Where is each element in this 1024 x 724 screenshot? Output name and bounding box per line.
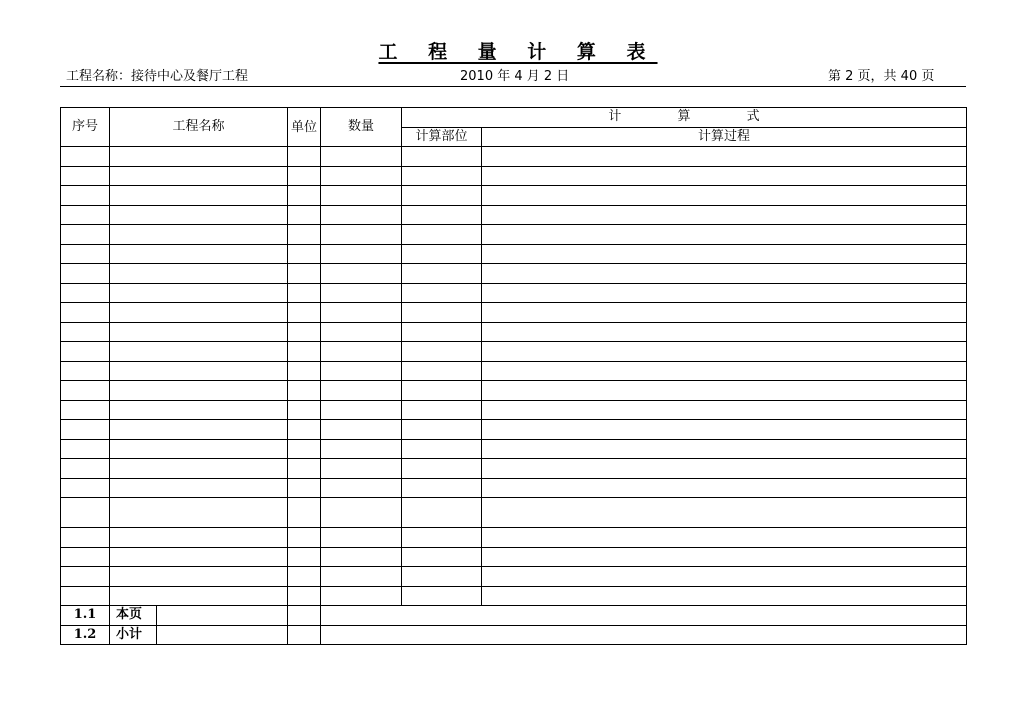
name-cell	[110, 400, 288, 420]
unit-cell	[288, 225, 321, 245]
part-cell	[402, 147, 482, 167]
process-cell	[482, 498, 967, 528]
table-row	[61, 166, 967, 186]
table-row	[61, 420, 967, 440]
table-row	[61, 147, 967, 167]
part-cell	[402, 439, 482, 459]
unit-cell	[288, 439, 321, 459]
unit-cell	[288, 283, 321, 303]
part-cell	[402, 283, 482, 303]
unit-cell	[288, 586, 321, 606]
table-row	[61, 342, 967, 362]
name-cell	[110, 361, 288, 381]
process-cell	[482, 205, 967, 225]
header-unit: 单位	[288, 108, 321, 147]
seq-cell	[61, 322, 110, 342]
quantity-cell	[321, 459, 402, 479]
footer-seq: 1.1	[61, 606, 110, 626]
unit-cell	[288, 478, 321, 498]
process-cell	[482, 420, 967, 440]
process-cell	[482, 567, 967, 587]
unit-cell	[288, 381, 321, 401]
quantity-cell	[321, 342, 402, 362]
process-cell	[482, 361, 967, 381]
part-cell	[402, 420, 482, 440]
table-row	[61, 264, 967, 284]
name-cell	[110, 147, 288, 167]
name-cell	[110, 528, 288, 548]
quantity-cell	[321, 528, 402, 548]
process-cell	[482, 244, 967, 264]
quantity-cell	[321, 322, 402, 342]
seq-cell	[61, 264, 110, 284]
name-cell	[110, 322, 288, 342]
part-cell	[402, 498, 482, 528]
part-cell	[402, 381, 482, 401]
table-row	[61, 205, 967, 225]
name-cell	[110, 381, 288, 401]
part-cell	[402, 586, 482, 606]
seq-cell	[61, 400, 110, 420]
table-row	[61, 498, 967, 528]
quantity-cell	[321, 186, 402, 206]
seq-cell	[61, 244, 110, 264]
process-cell	[482, 322, 967, 342]
table-row	[61, 586, 967, 606]
quantity-cell	[321, 478, 402, 498]
table-row	[61, 186, 967, 206]
process-cell	[482, 400, 967, 420]
unit-cell	[288, 547, 321, 567]
process-cell	[482, 166, 967, 186]
quantity-cell	[321, 420, 402, 440]
quantity-cell	[321, 567, 402, 587]
header-row-1	[61, 108, 967, 128]
seq-cell	[61, 381, 110, 401]
name-cell	[110, 498, 288, 528]
header-name: 工程名称	[110, 108, 288, 147]
header-formula: 计 算 式	[402, 108, 967, 128]
unit-cell	[288, 361, 321, 381]
part-cell	[402, 205, 482, 225]
part-cell	[402, 186, 482, 206]
seq-cell	[61, 147, 110, 167]
process-cell	[482, 283, 967, 303]
part-cell	[402, 478, 482, 498]
seq-cell	[61, 498, 110, 528]
seq-cell	[61, 567, 110, 587]
process-cell	[482, 586, 967, 606]
table-row	[61, 567, 967, 587]
footer-name-cell	[157, 606, 288, 626]
quantity-cell	[321, 166, 402, 186]
seq-cell	[61, 303, 110, 323]
quantity-cell	[321, 586, 402, 606]
unit-cell	[288, 205, 321, 225]
name-cell	[110, 547, 288, 567]
name-cell	[110, 459, 288, 479]
seq-cell	[61, 420, 110, 440]
footer-row	[61, 606, 967, 626]
seq-cell	[61, 478, 110, 498]
process-cell	[482, 439, 967, 459]
name-cell	[110, 586, 288, 606]
table-row	[61, 478, 967, 498]
name-cell	[110, 303, 288, 323]
name-cell	[110, 567, 288, 587]
process-cell	[482, 147, 967, 167]
unit-cell	[288, 186, 321, 206]
unit-cell	[288, 244, 321, 264]
part-cell	[402, 264, 482, 284]
quantity-cell	[321, 361, 402, 381]
quantity-cell	[321, 283, 402, 303]
process-cell	[482, 264, 967, 284]
quantity-cell	[321, 400, 402, 420]
table-row	[61, 322, 967, 342]
table-row	[61, 381, 967, 401]
part-cell	[402, 303, 482, 323]
project-name: 工程名称：接待中心及餐厅工程	[66, 69, 249, 84]
footer-row	[61, 625, 967, 645]
seq-cell	[61, 586, 110, 606]
part-cell	[402, 361, 482, 381]
unit-cell	[288, 567, 321, 587]
footer-unit-cell	[288, 625, 321, 645]
table-row	[61, 303, 967, 323]
unit-cell	[288, 459, 321, 479]
unit-cell	[288, 303, 321, 323]
process-cell	[482, 547, 967, 567]
seq-cell	[61, 342, 110, 362]
quantity-cell	[321, 264, 402, 284]
footer-label: 小计	[110, 625, 157, 645]
table-row	[61, 439, 967, 459]
seq-cell	[61, 528, 110, 548]
quantity-cell	[321, 439, 402, 459]
footer-formula-cell	[321, 606, 967, 626]
quantity-cell	[321, 381, 402, 401]
seq-cell	[61, 459, 110, 479]
seq-cell	[61, 361, 110, 381]
header-process: 计算过程	[482, 127, 967, 147]
table-row	[61, 459, 967, 479]
name-cell	[110, 186, 288, 206]
table-row	[61, 244, 967, 264]
footer-unit-cell	[288, 606, 321, 626]
process-cell	[482, 342, 967, 362]
header-part: 计算部位	[402, 127, 482, 147]
name-cell	[110, 166, 288, 186]
part-cell	[402, 166, 482, 186]
seq-cell	[61, 547, 110, 567]
process-cell	[482, 186, 967, 206]
process-cell	[482, 478, 967, 498]
process-cell	[482, 225, 967, 245]
seq-cell	[61, 439, 110, 459]
part-cell	[402, 528, 482, 548]
table-row	[61, 283, 967, 303]
process-cell	[482, 381, 967, 401]
quantity-cell	[321, 147, 402, 167]
quantity-cell	[321, 303, 402, 323]
part-cell	[402, 567, 482, 587]
footer-label: 本页	[110, 606, 157, 626]
table-row	[61, 225, 967, 245]
seq-cell	[61, 225, 110, 245]
table-row	[61, 528, 967, 548]
unit-cell	[288, 147, 321, 167]
footer-seq: 1.2	[61, 625, 110, 645]
name-cell	[110, 420, 288, 440]
unit-cell	[288, 342, 321, 362]
name-cell	[110, 244, 288, 264]
part-cell	[402, 400, 482, 420]
unit-cell	[288, 400, 321, 420]
name-cell	[110, 342, 288, 362]
part-cell	[402, 322, 482, 342]
part-cell	[402, 342, 482, 362]
seq-cell	[61, 283, 110, 303]
process-cell	[482, 459, 967, 479]
seq-cell	[61, 205, 110, 225]
quantity-cell	[321, 244, 402, 264]
quantity-cell	[321, 547, 402, 567]
document-date: 2010 年 4 月 2 日	[460, 69, 570, 84]
unit-cell	[288, 322, 321, 342]
part-cell	[402, 547, 482, 567]
part-cell	[402, 225, 482, 245]
seq-cell	[61, 166, 110, 186]
page-info: 第 2 页，共 40 页	[828, 69, 935, 84]
process-cell	[482, 303, 967, 323]
unit-cell	[288, 528, 321, 548]
part-cell	[402, 244, 482, 264]
quantity-cell	[321, 225, 402, 245]
seq-cell	[61, 186, 110, 206]
unit-cell	[288, 498, 321, 528]
table-row	[61, 400, 967, 420]
footer-formula-cell	[321, 625, 967, 645]
name-cell	[110, 225, 288, 245]
header-rule	[60, 86, 966, 87]
table-row	[61, 361, 967, 381]
document-title: 工 程 量 计 算 表	[378, 41, 658, 63]
name-cell	[110, 283, 288, 303]
name-cell	[110, 264, 288, 284]
name-cell	[110, 205, 288, 225]
name-cell	[110, 478, 288, 498]
header-seq: 序号	[61, 108, 110, 147]
header-quantity: 数量	[321, 108, 402, 147]
process-cell	[482, 528, 967, 548]
quantity-calculation-table	[60, 107, 967, 645]
quantity-cell	[321, 498, 402, 528]
quantity-cell	[321, 205, 402, 225]
table-row	[61, 547, 967, 567]
name-cell	[110, 439, 288, 459]
unit-cell	[288, 264, 321, 284]
unit-cell	[288, 420, 321, 440]
part-cell	[402, 459, 482, 479]
unit-cell	[288, 166, 321, 186]
footer-name-cell	[157, 625, 288, 645]
